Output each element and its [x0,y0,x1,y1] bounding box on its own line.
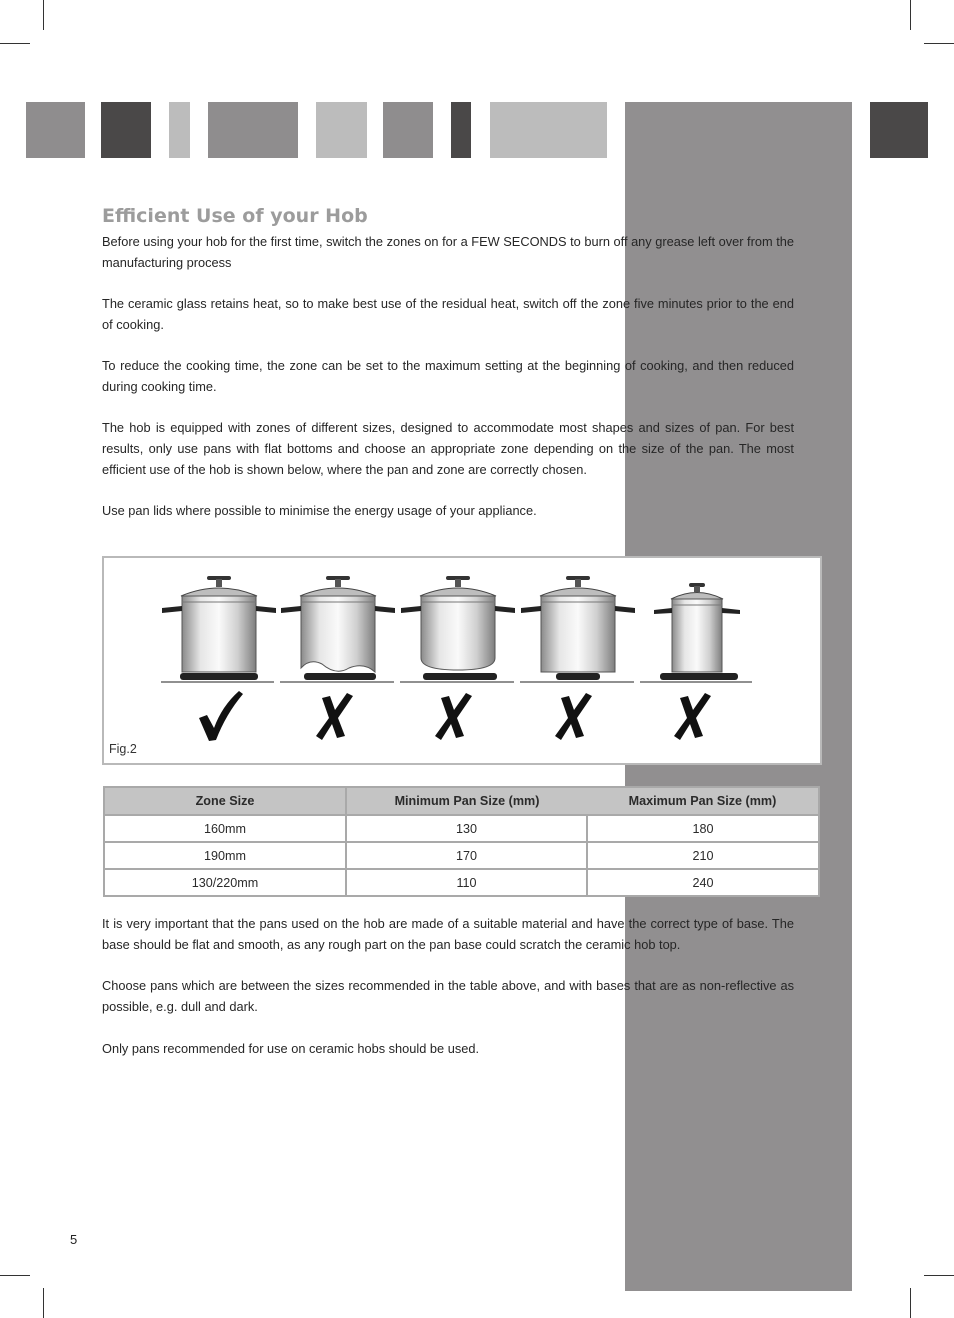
paragraph: Before using your hob for the first time, switch the zones on for a FEW SECONDS to burn off any grease left over from the manufacturing process [102,234,794,270]
table-cell: 160mm [104,815,346,842]
cross-mark [555,693,592,740]
pan-correct [161,576,276,682]
page-number: 5 [70,1232,78,1247]
header-block [490,102,607,158]
table-row [104,815,819,842]
header-block [169,102,190,158]
header-block [316,102,367,158]
check-mark [199,691,243,741]
table-header: Zone Size [104,787,346,815]
table-cell: 170 [346,842,587,869]
crop-mark [43,1288,44,1318]
table-cell: 130/220mm [104,869,346,896]
figure-label: Fig.2 [109,742,137,756]
table-row [104,842,819,869]
table-header: Maximum Pan Size (mm) [587,787,819,815]
table-header-row [104,787,819,815]
crop-mark [0,1275,30,1276]
cross-mark [674,693,711,740]
paragraph: It is very important that the pans used on the hob are made of a suitable material and have the correct type of base. The base should be flat and smooth, as any rough part on the pan base could scratch the ceramic hob top. [102,916,794,952]
crop-mark [43,0,44,30]
header-block [451,102,471,158]
pan-small-large-zone [640,583,752,682]
pan-size-table [103,786,820,897]
crop-mark [924,43,954,44]
paragraph: The hob is equipped with zones of different sizes, designed to accommodate most shapes and sizes of pan. For best results, only use pans with flat bottoms and choose an appropriate zone depending on the size of the pan. The most efficient use of the hob is shown below, where the pan and zone are correctly chosen. [102,420,794,477]
header-block [26,102,85,158]
pan-uneven-base [280,576,395,682]
table-cell: 190mm [104,842,346,869]
header-block [383,102,433,158]
paragraph: To reduce the cooking time, the zone can be set to the maximum setting at the beginning of cooking, and then reduced during cooking time. [102,358,794,394]
paragraph: Use pan lids where possible to minimise the energy usage of your appliance. [102,503,537,518]
cross-mark [316,693,353,740]
paragraph: Only pans recommended for use on ceramic hobs should be used. [102,1041,480,1056]
table-row [104,869,819,896]
crop-mark [924,1275,954,1276]
pan-rounded-base [400,576,515,682]
table-cell: 130 [346,815,587,842]
table-cell: 110 [346,869,587,896]
cross-mark [435,693,472,740]
pan-figure [102,556,822,765]
pan-small-zone [520,576,635,682]
table-cell: 240 [587,869,819,896]
crop-mark [0,43,30,44]
table-cell: 180 [587,815,819,842]
pan-illustration [104,558,820,763]
crop-mark [910,1288,911,1318]
header-block [101,102,151,158]
table-header: Minimum Pan Size (mm) [346,787,587,815]
table-cell: 210 [587,842,819,869]
header-block [208,102,298,158]
crop-mark [910,0,911,30]
page-title: Efficient Use of your Hob [102,205,368,227]
paragraph: The ceramic glass retains heat, so to make best use of the residual heat, switch off the zone five minutes prior to the end of cooking. [102,296,794,332]
paragraph: Choose pans which are between the sizes recommended in the table above, and with bases that are as non-reflective as possible, e.g. dull and dark. [102,978,794,1014]
header-block [870,102,928,158]
